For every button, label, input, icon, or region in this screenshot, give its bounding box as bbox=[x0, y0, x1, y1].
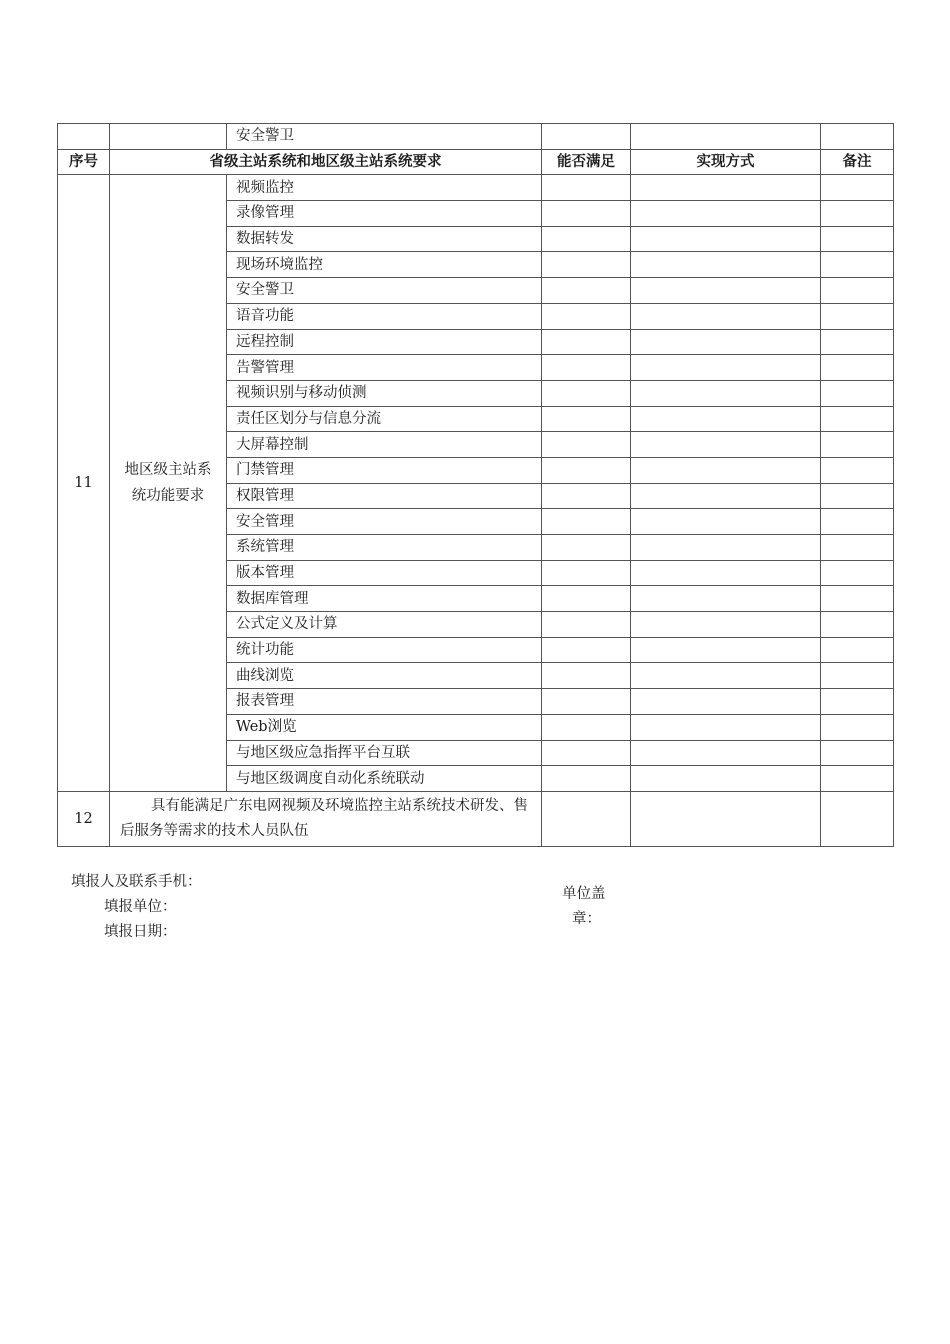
satisfy-cell[interactable] bbox=[542, 278, 631, 304]
remark-cell[interactable] bbox=[821, 483, 894, 509]
method-cell[interactable] bbox=[631, 432, 821, 458]
item-cell: 权限管理 bbox=[227, 483, 542, 509]
item-cell: Web浏览 bbox=[227, 714, 542, 740]
item-cell: 语音功能 bbox=[227, 303, 542, 329]
method-cell[interactable] bbox=[631, 612, 821, 638]
satisfy-cell[interactable] bbox=[542, 201, 631, 227]
header-row bbox=[58, 149, 894, 175]
remark-cell[interactable] bbox=[821, 791, 894, 846]
satisfy-cell[interactable] bbox=[542, 175, 631, 201]
table-row bbox=[58, 124, 894, 150]
table-row bbox=[58, 791, 894, 846]
method-cell[interactable] bbox=[631, 586, 821, 612]
remark-cell[interactable] bbox=[821, 406, 894, 432]
item-cell: 视频监控 bbox=[227, 175, 542, 201]
remark-cell[interactable] bbox=[821, 535, 894, 561]
category-label-line1: 地区级主站系 bbox=[124, 462, 212, 479]
satisfy-cell[interactable] bbox=[542, 663, 631, 689]
method-cell[interactable] bbox=[631, 329, 821, 355]
remark-cell[interactable] bbox=[821, 124, 894, 150]
item-cell: 录像管理 bbox=[227, 201, 542, 227]
item-cell: 责任区划分与信息分流 bbox=[227, 406, 542, 432]
item-cell: 与地区级应急指挥平台互联 bbox=[227, 740, 542, 766]
satisfy-cell[interactable] bbox=[542, 252, 631, 278]
remark-cell[interactable] bbox=[821, 663, 894, 689]
remark-cell[interactable] bbox=[821, 689, 894, 715]
item-cell: 公式定义及计算 bbox=[227, 612, 542, 638]
remark-cell[interactable] bbox=[821, 560, 894, 586]
header-remark: 备注 bbox=[821, 149, 894, 175]
remark-cell[interactable] bbox=[821, 509, 894, 535]
category-cell bbox=[110, 175, 227, 792]
header-requirement: 省级主站系统和地区级主站系统要求 bbox=[110, 149, 542, 175]
header-seq: 序号 bbox=[58, 149, 110, 175]
method-cell[interactable] bbox=[631, 278, 821, 304]
table-row bbox=[58, 175, 894, 201]
item-cell: 数据转发 bbox=[227, 226, 542, 252]
item-cell: 安全警卫 bbox=[227, 278, 542, 304]
method-cell[interactable] bbox=[631, 714, 821, 740]
remark-cell[interactable] bbox=[821, 175, 894, 201]
method-cell[interactable] bbox=[631, 124, 821, 150]
satisfy-cell[interactable] bbox=[542, 303, 631, 329]
remark-cell[interactable] bbox=[821, 432, 894, 458]
group-number-cell: 11 bbox=[58, 175, 110, 792]
method-cell[interactable] bbox=[631, 303, 821, 329]
remark-cell[interactable] bbox=[821, 355, 894, 381]
method-cell[interactable] bbox=[631, 535, 821, 561]
requirements-table bbox=[57, 123, 894, 847]
remark-cell[interactable] bbox=[821, 740, 894, 766]
table-body bbox=[58, 124, 894, 792]
method-cell[interactable] bbox=[631, 637, 821, 663]
header-satisfy: 能否满足 bbox=[542, 149, 631, 175]
seal-label-line2: 章： bbox=[572, 911, 601, 927]
item-cell: 远程控制 bbox=[227, 329, 542, 355]
remark-cell[interactable] bbox=[821, 278, 894, 304]
method-cell[interactable] bbox=[631, 457, 821, 483]
satisfy-cell[interactable] bbox=[542, 432, 631, 458]
method-cell[interactable] bbox=[631, 483, 821, 509]
date-label: 填报日期： bbox=[104, 924, 177, 940]
method-cell[interactable] bbox=[631, 380, 821, 406]
method-cell[interactable] bbox=[631, 406, 821, 432]
unit-label: 填报单位： bbox=[104, 899, 177, 915]
method-cell[interactable] bbox=[631, 663, 821, 689]
satisfy-cell[interactable] bbox=[542, 586, 631, 612]
remark-cell[interactable] bbox=[821, 380, 894, 406]
satisfy-cell[interactable] bbox=[542, 791, 631, 846]
method-cell[interactable] bbox=[631, 560, 821, 586]
item-cell: 报表管理 bbox=[227, 689, 542, 715]
item-cell: 安全警卫 bbox=[227, 124, 542, 150]
method-cell[interactable] bbox=[631, 252, 821, 278]
method-cell[interactable] bbox=[631, 175, 821, 201]
item-cell: 数据库管理 bbox=[227, 586, 542, 612]
item-cell: 视频识别与移动侦测 bbox=[227, 380, 542, 406]
remark-cell[interactable] bbox=[821, 303, 894, 329]
satisfy-cell[interactable] bbox=[542, 124, 631, 150]
satisfy-cell[interactable] bbox=[542, 714, 631, 740]
remark-cell[interactable] bbox=[821, 252, 894, 278]
item-cell: 告警管理 bbox=[227, 355, 542, 381]
satisfy-cell[interactable] bbox=[542, 457, 631, 483]
remark-cell[interactable] bbox=[821, 226, 894, 252]
remark-cell[interactable] bbox=[821, 201, 894, 227]
method-cell[interactable] bbox=[631, 766, 821, 792]
item-cell: 大屏幕控制 bbox=[227, 432, 542, 458]
item-cell: 现场环境监控 bbox=[227, 252, 542, 278]
method-cell[interactable] bbox=[631, 689, 821, 715]
category-cell bbox=[110, 124, 227, 150]
method-cell[interactable] bbox=[631, 791, 821, 846]
method-cell[interactable] bbox=[631, 226, 821, 252]
seal-label-line1: 单位盖 bbox=[562, 886, 606, 902]
satisfy-cell[interactable] bbox=[542, 612, 631, 638]
satisfy-cell[interactable] bbox=[542, 329, 631, 355]
item-cell: 系统管理 bbox=[227, 535, 542, 561]
satisfy-cell[interactable] bbox=[542, 535, 631, 561]
item-cell: 曲线浏览 bbox=[227, 663, 542, 689]
satisfy-cell[interactable] bbox=[542, 483, 631, 509]
remark-cell[interactable] bbox=[821, 329, 894, 355]
satisfy-cell[interactable] bbox=[542, 766, 631, 792]
item-cell: 门禁管理 bbox=[227, 457, 542, 483]
satisfy-cell[interactable] bbox=[542, 380, 631, 406]
satisfy-cell[interactable] bbox=[542, 637, 631, 663]
row-12-body bbox=[58, 791, 894, 846]
satisfy-cell[interactable] bbox=[542, 740, 631, 766]
method-cell[interactable] bbox=[631, 355, 821, 381]
satisfy-cell[interactable] bbox=[542, 560, 631, 586]
remark-cell[interactable] bbox=[821, 637, 894, 663]
satisfy-cell[interactable] bbox=[542, 406, 631, 432]
satisfy-cell[interactable] bbox=[542, 509, 631, 535]
item-cell: 安全管理 bbox=[227, 509, 542, 535]
remark-cell[interactable] bbox=[821, 714, 894, 740]
satisfy-cell[interactable] bbox=[542, 355, 631, 381]
satisfy-cell[interactable] bbox=[542, 689, 631, 715]
satisfy-cell[interactable] bbox=[542, 226, 631, 252]
method-cell[interactable] bbox=[631, 509, 821, 535]
method-cell[interactable] bbox=[631, 740, 821, 766]
header-method: 实现方式 bbox=[631, 149, 821, 175]
requirement-cell: 具有能满足广东电网视频及环境监控主站系统技术研发、售后服务等需求的技术人员队伍 bbox=[110, 791, 542, 846]
remark-cell[interactable] bbox=[821, 586, 894, 612]
remark-cell[interactable] bbox=[821, 766, 894, 792]
item-cell: 统计功能 bbox=[227, 637, 542, 663]
contact-label: 填报人及联系手机： bbox=[71, 874, 202, 890]
method-cell[interactable] bbox=[631, 201, 821, 227]
remark-cell[interactable] bbox=[821, 457, 894, 483]
item-cell: 版本管理 bbox=[227, 560, 542, 586]
category-label-line2: 统功能要求 bbox=[131, 488, 205, 505]
item-cell: 与地区级调度自动化系统联动 bbox=[227, 766, 542, 792]
seq-cell: 12 bbox=[58, 791, 110, 846]
remark-cell[interactable] bbox=[821, 612, 894, 638]
seq-cell bbox=[58, 124, 110, 150]
